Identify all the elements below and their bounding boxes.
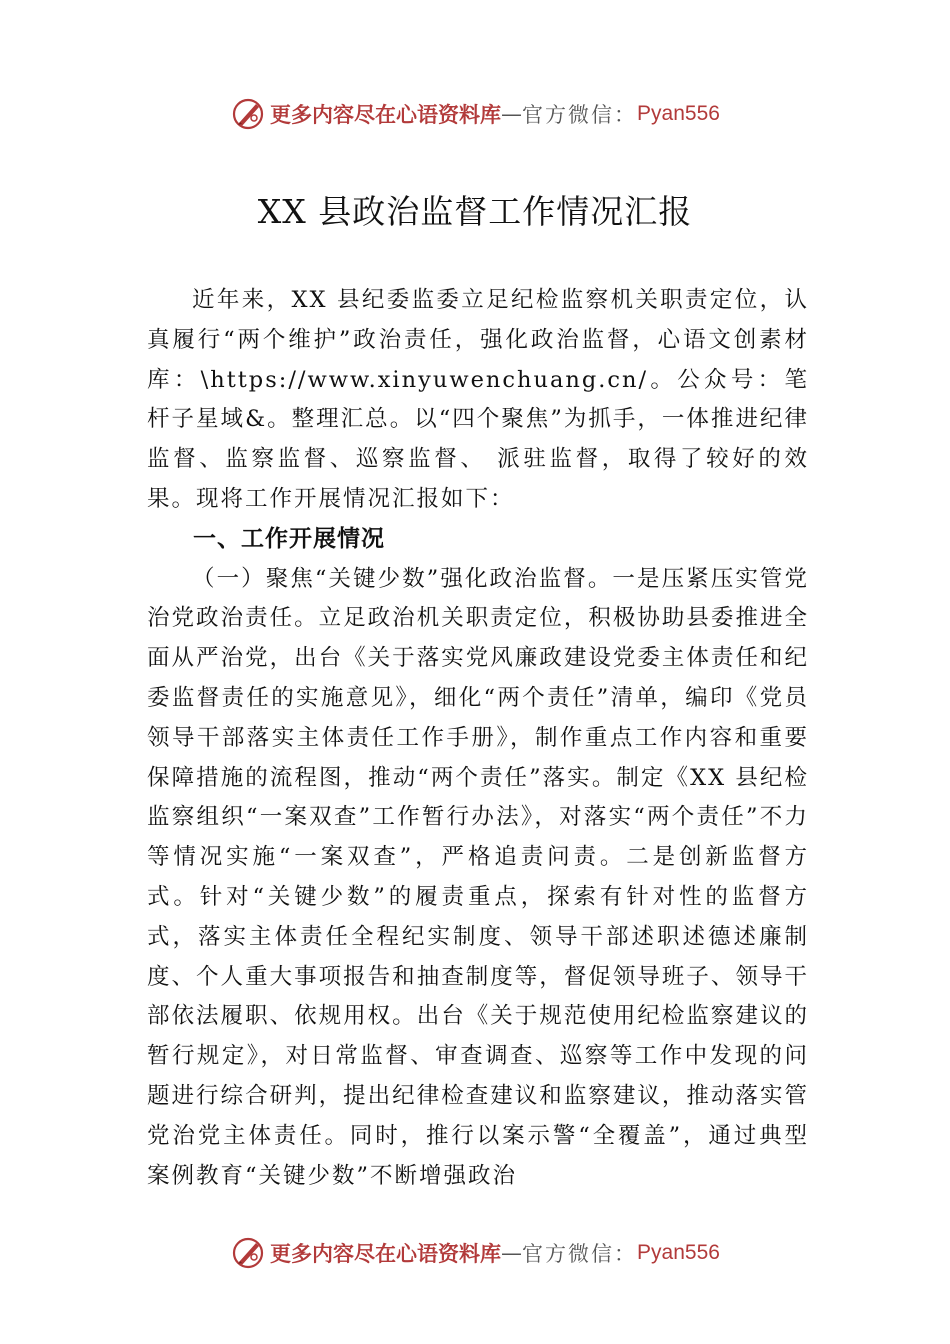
banner-wechat-id: Pyan556 [637,102,720,125]
document-title: XX 县政治监督工作情况汇报 [257,192,693,231]
footer-banner [0,1233,950,1273]
banner-red-text: 更多内容尽在心语资料库 [270,102,502,127]
header-banner [0,94,950,134]
banner-wechat-label: 官方微信： [522,1242,638,1266]
document-body [147,281,809,1196]
intro-paragraph: 近年来，XX 县纪委监委立足纪检监察机关职责定位，认真履行“两个维护”政治责任，强化政治监督，心语文创素材库：\https://www.xinyuwenchuang.cn/。公众号：笔杆子星域&。整理汇总。以“四个聚焦”为抓手，一体推进纪律监督、监察监督、巡察监督、 派驻监督，取得了较好的效果。现将工作开展情况汇报如下： [147,287,809,512]
section-paragraph: （一）聚焦“关键少数”强化政治监督。一是压紧压实管党治党政治责任。立足政治机关职责定位，积极协助县委推进全面从严治党，出台《关于落实党风廉政建设党委主体责任和纪委监督责任的实施意见》，细化“两个责任”清单，编印《党员领导干部落实主体责任工作手册》，制作重点工作内容和重要保障措施的流程图，推动“两个责任”落实。制定《XX 县纪检监察组织“一案双查”工作暂行办法》，对落实“两个责任”不力等情况实施“一案双查”，严格追责问责。二是创新监督方式。针对“关键少数”的履责重点，探索有针对性的监督方式，落实主体责任全程纪实制度、领导干部述职述德述廉制度、个人重大事项报告和抽查制度等，督促领导班子、领导干部依法履职、依规用权。出台《关于规范使用纪检监察建议的暂行规定》，对日常监督、审查调查、巡察等工作中发现的问题进行综合研判，提出纪律检查建议和监察建议，推动落实管党治党主体责任。同时，推行以案示警“全覆盖”，通过典型案例教育“关键少数”不断增强政治 [147,565,809,1189]
banner-dash: — [501,1241,523,1265]
pen-logo-icon [230,1235,266,1271]
banner-red-text: 更多内容尽在心语资料库 [270,1241,502,1266]
pen-logo-icon [230,96,266,132]
banner-dash: — [501,102,523,126]
banner-wechat-id: Pyan556 [637,1241,720,1264]
section-heading: 一、工作开展情况 [193,525,385,552]
banner-wechat-label: 官方微信： [522,103,638,127]
